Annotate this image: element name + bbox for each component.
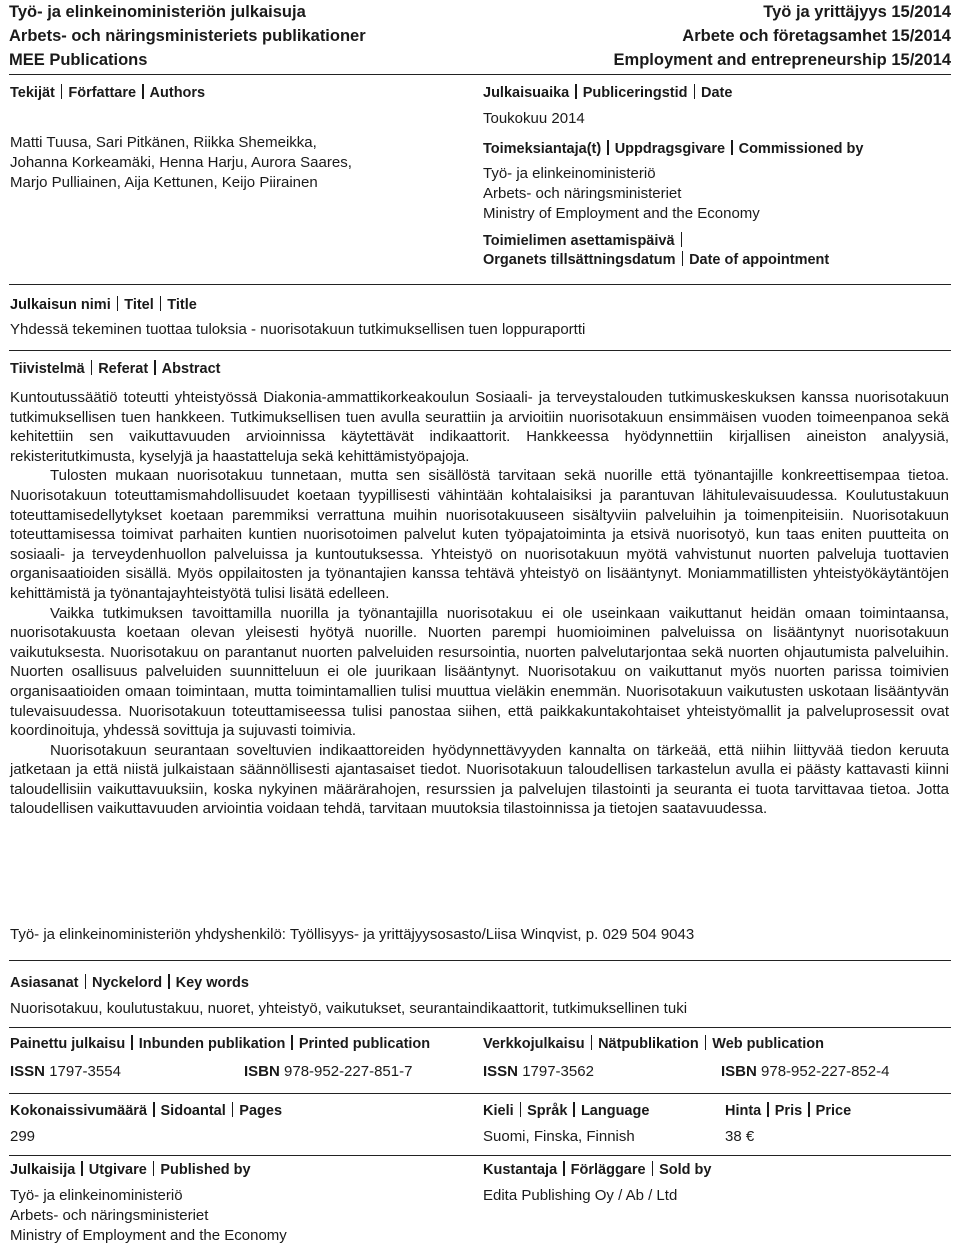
authors-line-3: Marjo Pulliainen, Aija Kettunen, Keijo Piirainen (10, 174, 318, 191)
abstract-paragraph: Vaikka tutkimuksen tavoittamilla nuorilla ja työnantajilla nuorisotakuu ei ole useinkaan vaikuttanut heidän omaan toimintaansa, nuorisotakuusta koetaan olevan yleisesti hyötyä nuorille. Nuorten parempi huomioiminen palveluissa on lisääntynyt nuorisotakuun vaikutuksesta. Nuorisotakuu on parantanut nuorten palveluiden resursointia, nuorten palvelutarjontaa sekä nuorten ohjautumista palveluihin. Nuorten osallisuus palveluiden suunnitteluun ei ole juurikaan lisääntynyt. Nuorisotakuu on vaikuttanut myös nuorten parissa toimivien organisaatioiden omaan toimintaan, mutta toimintamallien tulisi muuttua vieläkin enemmän. Nuorisotakuun vaikutusten uskotaan lisääntyvän tulevaisuudessa. Nuorisotakuun toteuttamiseessa tulisi panostaa siihen, että paikkakuntakohtaiset yhteistyömallit ja palveluprosessit ovat koordinoituja, yhdessä sovittuja ja sujuvasti toimivia. (10, 604, 949, 740)
pages-value: 299 (10, 1128, 36, 1145)
language-value: Suomi, Finska, Finnish (483, 1128, 635, 1145)
section-divider (9, 350, 951, 351)
section-divider (9, 1155, 951, 1156)
header-divider (9, 74, 951, 75)
keywords-value: Nuorisotakuu, koulutustakuu, nuoret, yhteistyö, vaikutukset, seurantaindikaattorit, tutkimuksellinen tuki (10, 1000, 688, 1017)
commissioned-line-1: Työ- ja elinkeinoministeriö (483, 165, 656, 182)
title-label: Julkaisun nimi Titel Title (10, 297, 197, 313)
abstract-paragraph: Tulosten mukaan nuorisotakuu tunnetaan, mutta sen sisällöstä tarvitaan sekä nuorille että työnantajille konkreettisempaa tietoa. Nuorisotakuun toteuttamismahdollisuudet koetaan tyypillisesti vähintään kohtalaisiksi ja parantuvan lähitulevaisuudessa. Koulutustakuun toteuttamisedellytykset koetaan paremmiksi verrattuna muihin nuorisotakuuseen sisältyviin palveluihin ja toimenpiteisiin. Nuorisotakuun toteuttamisessa toimivat parhaiten kuntien nuorisotoimen palvelut kuten työpajatoiminta ja etsivä nuorisotyö, kun taas eniten puutteita on sosiaali- ja terveydenhuollon palveluissa ja kuntoutuksessa. Yhteistyö on nuorisotakuun myötä vahvistunut nuorten palveluja tuottavien organisaatioiden sisällä. Myös oppilaitosten ja työnantajien kanssa tehtävä yhteistyö on lisääntynyt. Moniammatillisten yhteistyökäytäntöjen kehittämistä ja työnantajayhteistyötä tulisi lisätä edelleen. (10, 467, 949, 602)
language-label: Kieli Språk Language (483, 1103, 650, 1119)
date-value: Toukokuu 2014 (483, 110, 585, 127)
publisher-label: Julkaisija Utgivare Published by (10, 1162, 251, 1178)
series-title-fi: Työ- ja elinkeinoministeriön julkaisuja (9, 3, 306, 21)
printed-isbn: ISBN 978-952-227-851-7 (244, 1063, 413, 1080)
seller-label: Kustantaja Förläggare Sold by (483, 1162, 712, 1178)
abstract-paragraph: Kuntoutussäätiö toteutti yhteistyössä Diakonia-ammattikorkeakoulun Sosiaali- ja terveystalouden tutkimuskeskuksen kanssa nuorisotakuun tutkimuksellisen tuen hankkeen. Tutkimuksellisen tuen avulla seurattiin ja arvioitiin nuorisotakuun ensimmäisen vuoden toimeenpanoa sekä kehitettiin sen vaikuttavuuden arvioinnissa käytettävät indikaattorit. Hankkeessa hyödynnettiin kirjallisen aineiston analyysiä, rekisteritutkimusta, kyselyjä ja haastatteluja sekä kehittämistyöpajoja. (10, 389, 949, 465)
web-label: Verkkojulkaisu Nätpublikation Web publication (483, 1036, 824, 1052)
printed-label: Painettu julkaisu Inbunden publikation Printed publication (10, 1036, 431, 1052)
contact-person: Työ- ja elinkeinoministeriön yhdyshenkilö: Työllisyys- ja yrittäjyysosasto/Liisa Winqvist, p. 029 504 9043 (10, 926, 695, 943)
authors-label: Tekijät Författare Authors (10, 85, 206, 101)
commissioned-line-2: Arbets- och näringsministeriet (483, 185, 682, 202)
keywords-label: Asiasanat Nyckelord Key words (10, 975, 249, 991)
appointment-label-line-2: Organets tillsättningsdatum Date of appointment (483, 252, 830, 268)
seller-value: Edita Publishing Oy / Ab / Ltd (483, 1187, 678, 1204)
series-number-sv: Arbete och företagsamhet 15/2014 (682, 27, 951, 45)
abstract-paragraph: Nuorisotakuun seurantaan soveltuvien indikaattoreiden hyödynnettävyyden kannalta on tärkeää, että niihin liittyvää tiedon keruuta jatketaan ja että niistä julkaistaan säännöllisesti ajantasaiset tiedot. Nuorisotakuun taloudellisen tarkastelun avulla ei päästy kattavasti kiinni taloudellisiin vaikuttavuuksiin, koska nykyinen määrärahojen, resurssien ja palvelujen tilastointi ja seuranta ei tuota tarvittavaa tietoa. Jotta taloudellisen vaikuttavuuden arviointia voidaan tehdä, tarvitaan muutoksia tilastoinnissa ja tietojen saatavuudessa. (10, 741, 949, 818)
price-value: 38 € (725, 1128, 755, 1145)
authors-line-1: Matti Tuusa, Sari Pitkänen, Riikka Shemeikka, (10, 134, 317, 151)
date-label: Julkaisuaika Publiceringstid Date (483, 85, 733, 101)
abstract-label: Tiivistelmä Referat Abstract (10, 361, 221, 377)
price-label: Hinta Pris Price (725, 1103, 852, 1119)
series-title-en: MEE Publications (9, 51, 148, 69)
appointment-label-line-1: Toimielimen asettamispäivä (483, 232, 688, 251)
web-issn: ISSN 1797-3562 (483, 1063, 594, 1080)
section-divider (9, 1027, 951, 1028)
section-divider (9, 1093, 951, 1094)
series-number-en: Employment and entrepreneurship 15/2014 (613, 51, 951, 69)
publisher-line-2: Arbets- och näringsministeriet (10, 1207, 209, 1224)
publisher-line-3: Ministry of Employment and the Economy (10, 1227, 287, 1244)
commissioned-line-3: Ministry of Employment and the Economy (483, 205, 760, 222)
series-title-sv: Arbets- och näringsministeriets publikationer (9, 27, 366, 45)
section-divider (9, 284, 951, 285)
section-divider (9, 960, 951, 961)
authors-line-2: Johanna Korkeamäki, Henna Harju, Aurora Saares, (10, 154, 352, 171)
commissioned-label: Toimeksiantaja(t) Uppdragsgivare Commissioned by (483, 141, 864, 157)
abstract-body (10, 388, 949, 819)
publisher-line-1: Työ- ja elinkeinoministeriö (10, 1187, 183, 1204)
publication-title: Yhdessä tekeminen tuottaa tuloksia - nuorisotakuun tutkimuksellisen tuen loppuraportti (10, 321, 586, 338)
printed-issn: ISSN 1797-3554 (10, 1063, 121, 1080)
series-number-fi: Työ ja yrittäjyys 15/2014 (763, 3, 951, 21)
web-isbn: ISBN 978-952-227-852-4 (721, 1063, 890, 1080)
pages-label: Kokonaissivumäärä Sidoantal Pages (10, 1103, 283, 1119)
